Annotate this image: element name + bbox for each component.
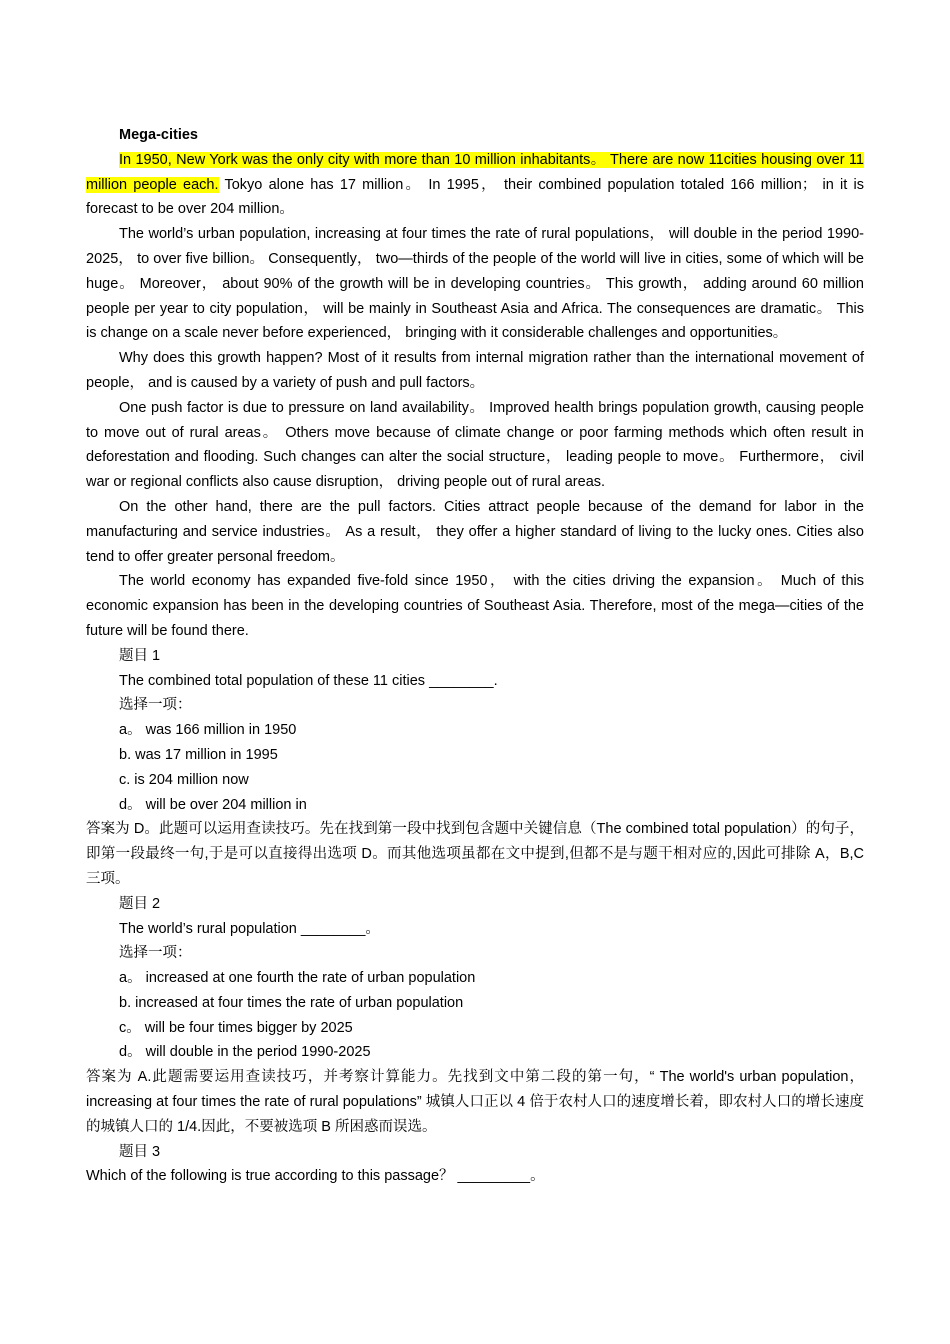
- question-1-option-b[interactable]: b. was 17 million in 1995: [119, 746, 278, 763]
- paragraph-4: One push factor is due to pressure on land availability。 Improved health brings population growth, causing people to move out of rural areas。 Others move because of climate change or poor farming methods which often result in deforestation and flooding. Such changes can alter the social structure， leading people to move。 Furthermore， civil war or regional conflicts also cause disruption， driving people out of rural areas.: [86, 399, 864, 491]
- question-1-label: 题目 1: [119, 647, 161, 664]
- article-title: Mega-cities: [119, 127, 198, 143]
- question-2-option-a[interactable]: a。 increased at one fourth the rate of urban population: [119, 970, 476, 987]
- paragraph-1: [86, 148, 864, 222]
- question-1-option-d[interactable]: d。 will be over 204 million in: [119, 796, 307, 813]
- question-2-option-b[interactable]: b. increased at four times the rate of urban population: [119, 994, 464, 1011]
- highlighted-text: In 1950, New York was the only city with more than 10 million inhabitants。 There are now 11cities housing over 11 million people each.: [86, 151, 864, 193]
- paragraph-3: Why does this growth happen? Most of it results from internal migration rather than the international movement of people， and is caused by a variety of push and pull factors。: [86, 350, 864, 391]
- question-1-stem: The combined total population of these 11 cities ________.: [119, 672, 498, 689]
- question-1-option-a[interactable]: a。 was 166 million in 1950: [119, 722, 297, 739]
- question-2-stem: The world’s rural population ________。: [119, 920, 380, 937]
- question-2-label: 题目 2: [119, 895, 161, 912]
- question-3-stem: Which of the following is true according to this passage？ _________。: [86, 1168, 545, 1185]
- paragraph-2: The world’s urban population, increasing at four times the rate of rural populations， will double in the period 1990-2025， to over five billion。 Consequently， two—thirds of the people of the world will live in cities, some of which will be huge。 Moreover， about 90% of the growth will be in developing countries。 This growth， adding around 60 million people per year to city population， will be mainly in Southeast Asia and Africa. The consequences are dramatic。 This is change on a scale never before experienced， bringing with it considerable challenges and opportunities。: [86, 226, 864, 342]
- question-1-option-c[interactable]: c. is 204 million now: [119, 771, 249, 788]
- question-1-choose-label: 选择一项：: [119, 697, 192, 714]
- paragraph-6: The world economy has expanded five-fold since 1950， with the cities driving the expansion。 Much of this economic expansion has been in the developing countries of Southeast Asia. Therefore, most of the mega—cities of the future will be found there.: [86, 573, 864, 639]
- question-1-answer: 答案为 D。此题可以运用查读技巧。先在找到第一段中找到包含题中关键信息（The combined total population）的句子，即第一段最终一句,于是可以直接得出选项 D。而其他选项虽都在文中提到,但都不是与题干相对应的,因此可排除 A，B,C 三项。: [86, 821, 864, 887]
- question-2-answer: 答案为 A.此题需要运用查读技巧，并考察计算能力。先找到文中第二段的第一句，“ The world's urban population， increasing at four times the rate of rural populations” 城镇人口正以 4 倍于农村人口的速度增长着，即农村人口的增长速度的城镇人口的 1/4.因此，不要被选项 B 所困惑而误选。: [86, 1069, 864, 1135]
- question-2-option-d[interactable]: d。 will double in the period 1990-2025: [119, 1044, 371, 1061]
- question-2-option-c[interactable]: c。 will be four times bigger by 2025: [119, 1019, 353, 1036]
- paragraph-5: On the other hand, there are the pull factors. Cities attract people because of the demand for labor in the manufacturing and service industries。 As a result， they offer a higher standard of living to the lucky ones. Cities also tend to offer greater personal freedom。: [86, 498, 864, 565]
- question-3-label: 题目 3: [119, 1143, 161, 1160]
- paragraph-1-rest: Tokyo alone has 17 million。 In 1995， their combined population totaled 166 million； in it is forecast to be over 204 million。: [86, 176, 864, 218]
- question-2-choose-label: 选择一项：: [119, 945, 192, 962]
